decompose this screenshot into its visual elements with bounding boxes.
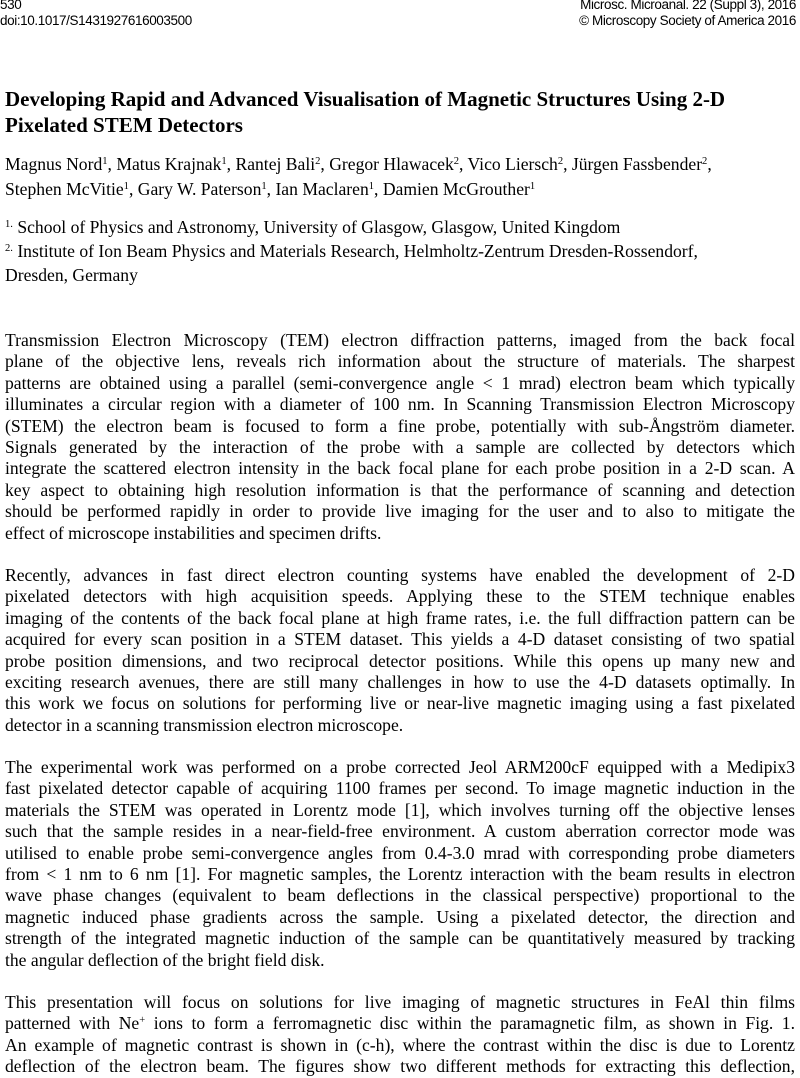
text-segment: patterned with Ne — [5, 1013, 140, 1034]
text-line: the angular deflection of the bright field disk. — [5, 949, 325, 970]
text-line: effect of microscope instabilities and specimen drifts. — [5, 522, 382, 543]
text-line — [5, 1013, 795, 1034]
text-line: utilised to enable probe semi-convergence angles from 0.4-3.0 mrad with corresponding probe diameters — [5, 842, 795, 863]
text-line: Transmission Electron Microscopy (TEM) electron diffraction patterns, imaged from the back focal — [5, 330, 795, 350]
author-affiliation-mark: 1 — [123, 181, 129, 193]
text-segment: ions to form a ferromagnetic disc within the paramagnetic film, as shown in Fig. 1. — [145, 1013, 795, 1034]
journal-citation: Microsc. Microanal. 22 (Suppl 3), 2016 — [580, 0, 796, 12]
affiliations — [5, 215, 795, 287]
text-line: strength of the integrated magnetic induction of the sample can be quantitatively measured by tracking — [5, 928, 795, 949]
text-line: exciting research avenues, there are still many challenges in how to use the 4-D datasets optimally. In — [5, 671, 795, 692]
text-line: key aspect to obtaining high resolution information is that the performance of scanning and detection — [5, 479, 795, 500]
text-line: An example of magnetic contrast is shown in (c-h), where the contrast within the disc is due to Lorentz — [5, 1034, 795, 1055]
author-affiliation-mark: 1 — [261, 181, 267, 193]
text-line: from < 1 nm to 6 nm [1]. For magnetic samples, the Lorentz interaction with the beam results in electron — [5, 863, 795, 884]
affiliation-number: 2. — [5, 243, 13, 255]
text-line: deflection of the electron beam. The figures show two different methods for extracting this deflection, — [5, 1056, 795, 1077]
page-header-right — [579, 0, 796, 29]
text-line: fast pixelated detector capable of acquiring 1100 frames per second. To image magnetic induction in the — [5, 778, 795, 799]
text-line: patterns are obtained using a parallel (semi-convergence angle < 1 mrad) electron beam which typically — [5, 372, 795, 393]
text-line: this work we focus on solutions for performing live or near-live magnetic imaging using a fast pixelated — [5, 693, 795, 714]
text-line: pixelated detectors with high acquisition speeds. Applying these to the STEM technique enables — [5, 586, 795, 607]
author-line: Magnus Nord$^1$, Matus Krajnak$^1$, Rantej Bali$^2$, Gregor Hlawacek$^2$, Vico Liersch$^2$, Jürgen Fassbender$^2$, — [5, 154, 712, 174]
doi[interactable]: doi:10.1017/S1431927616003500 — [0, 13, 192, 28]
author-name: Jürgen Fassbender — [571, 154, 703, 174]
text-line: wave phase changes (equivalent to beam deflections in the classical perspective) proportional to the — [5, 885, 795, 906]
title-line: Developing Rapid and Advanced Visualisation of Magnetic Structures Using 2-D — [5, 87, 726, 111]
paragraph-4 — [5, 992, 795, 1078]
text-line: The experimental work was performed on a probe corrected Jeol ARM200cF equipped with a Medipix3 — [5, 757, 795, 777]
page-header-left — [0, 0, 192, 29]
author-name: Stephen McVitie — [5, 179, 124, 199]
paper-title — [5, 86, 795, 138]
author-affiliation-mark: 2 — [315, 156, 321, 168]
text-line: This presentation will focus on solutions for live imaging of magnetic structures in FeAl thin films — [5, 992, 795, 1012]
author-affiliation-mark: 1 — [368, 181, 375, 193]
author-line: Stephen McVitie$^1$, Gary W. Paterson$^1$, Ian Maclaren$^1$, Damien McGrouther$^1$ — [5, 179, 536, 199]
text-line: should be performed rapidly in order to provide live imaging for the user and to also to mitigate the — [5, 501, 795, 522]
text-line: illuminates a circular region with a diameter of 100 nm. In Scanning Transmission Electron Microscopy — [5, 394, 795, 415]
title-line: Pixelated STEM Detectors — [5, 113, 243, 137]
affiliation — [5, 263, 795, 287]
affiliation — [5, 215, 795, 239]
author-name: Gregor Hlawacek — [329, 154, 454, 174]
author-name: Magnus Nord — [5, 154, 103, 174]
text-line: detector in a scanning transmission electron microscope. — [5, 714, 404, 735]
author-name: Rantej Bali — [235, 154, 316, 174]
text-line: integrate the scattered electron intensity in the back focal plane for each probe position in a 2-D scan. A — [5, 458, 795, 479]
text-line: imaging of the contents of the back focal plane at high frame rates, i.e. the full diffraction pattern can be — [5, 607, 795, 628]
text-line: probe position dimensions, and two reciprocal detector positions. While this opens up many new and — [5, 650, 795, 671]
author-name: Vico Liersch — [467, 154, 558, 174]
text-line: acquired for every scan position in a STEM dataset. This yields a 4-D dataset consisting of two spatial — [5, 629, 795, 650]
author-name: Damien McGrouther — [382, 179, 530, 199]
text-line: Signals generated by the interaction of the probe with a sample are collected by detectors which — [5, 436, 795, 457]
affiliation-number: 1. — [5, 219, 13, 231]
author-list — [5, 152, 795, 202]
paragraph-2 — [5, 565, 795, 736]
author-affiliation-mark: 1 — [529, 181, 536, 193]
text-line: (STEM) the electron beam is focused to form a fine probe, potentially with sub-Ångström diameter. — [5, 415, 795, 436]
text-line: such that the sample resides in a near-field-free environment. A custom aberration corrector mode was — [5, 821, 795, 842]
superscript: + — [139, 1015, 146, 1027]
author-affiliation-mark: 1 — [102, 156, 108, 168]
author-name: Matus Krajnak — [116, 154, 222, 174]
author-name: Gary W. Paterson — [137, 179, 262, 199]
text-line: materials the STEM was operated in Lorentz mode [1], which involves turning off the objective lenses — [5, 799, 795, 820]
text-line: Recently, advances in fast direct electron counting systems have enabled the development of 2-D — [5, 565, 795, 585]
author-name: Ian Maclaren — [275, 179, 369, 199]
author-affiliation-mark: 1 — [221, 156, 227, 168]
author-affiliation-mark: 2 — [702, 156, 708, 168]
paragraph-3 — [5, 757, 795, 971]
affiliation — [5, 239, 795, 263]
affiliation-text: Dresden, Germany — [5, 265, 138, 285]
copyright: © Microscopy Society of America 2016 — [579, 13, 796, 28]
text-line: plane of the objective lens, reveals rich information about the structure of materials. The sharpest — [5, 351, 795, 372]
text-line: magnetic induced phase gradients across the sample. Using a pixelated detector, the direction and — [5, 906, 795, 927]
affiliation-text: School of Physics and Astronomy, University of Glasgow, Glasgow, United Kingdom — [12, 217, 621, 237]
author-affiliation-mark: 2 — [453, 156, 460, 168]
author-affiliation-mark: 2 — [557, 156, 564, 168]
paragraph-1 — [5, 330, 795, 544]
page-number: 530 — [0, 0, 22, 12]
affiliation-text: Institute of Ion Beam Physics and Materials Research, Helmholtz-Zentrum Dresden-Rossendorf, — [12, 241, 698, 261]
